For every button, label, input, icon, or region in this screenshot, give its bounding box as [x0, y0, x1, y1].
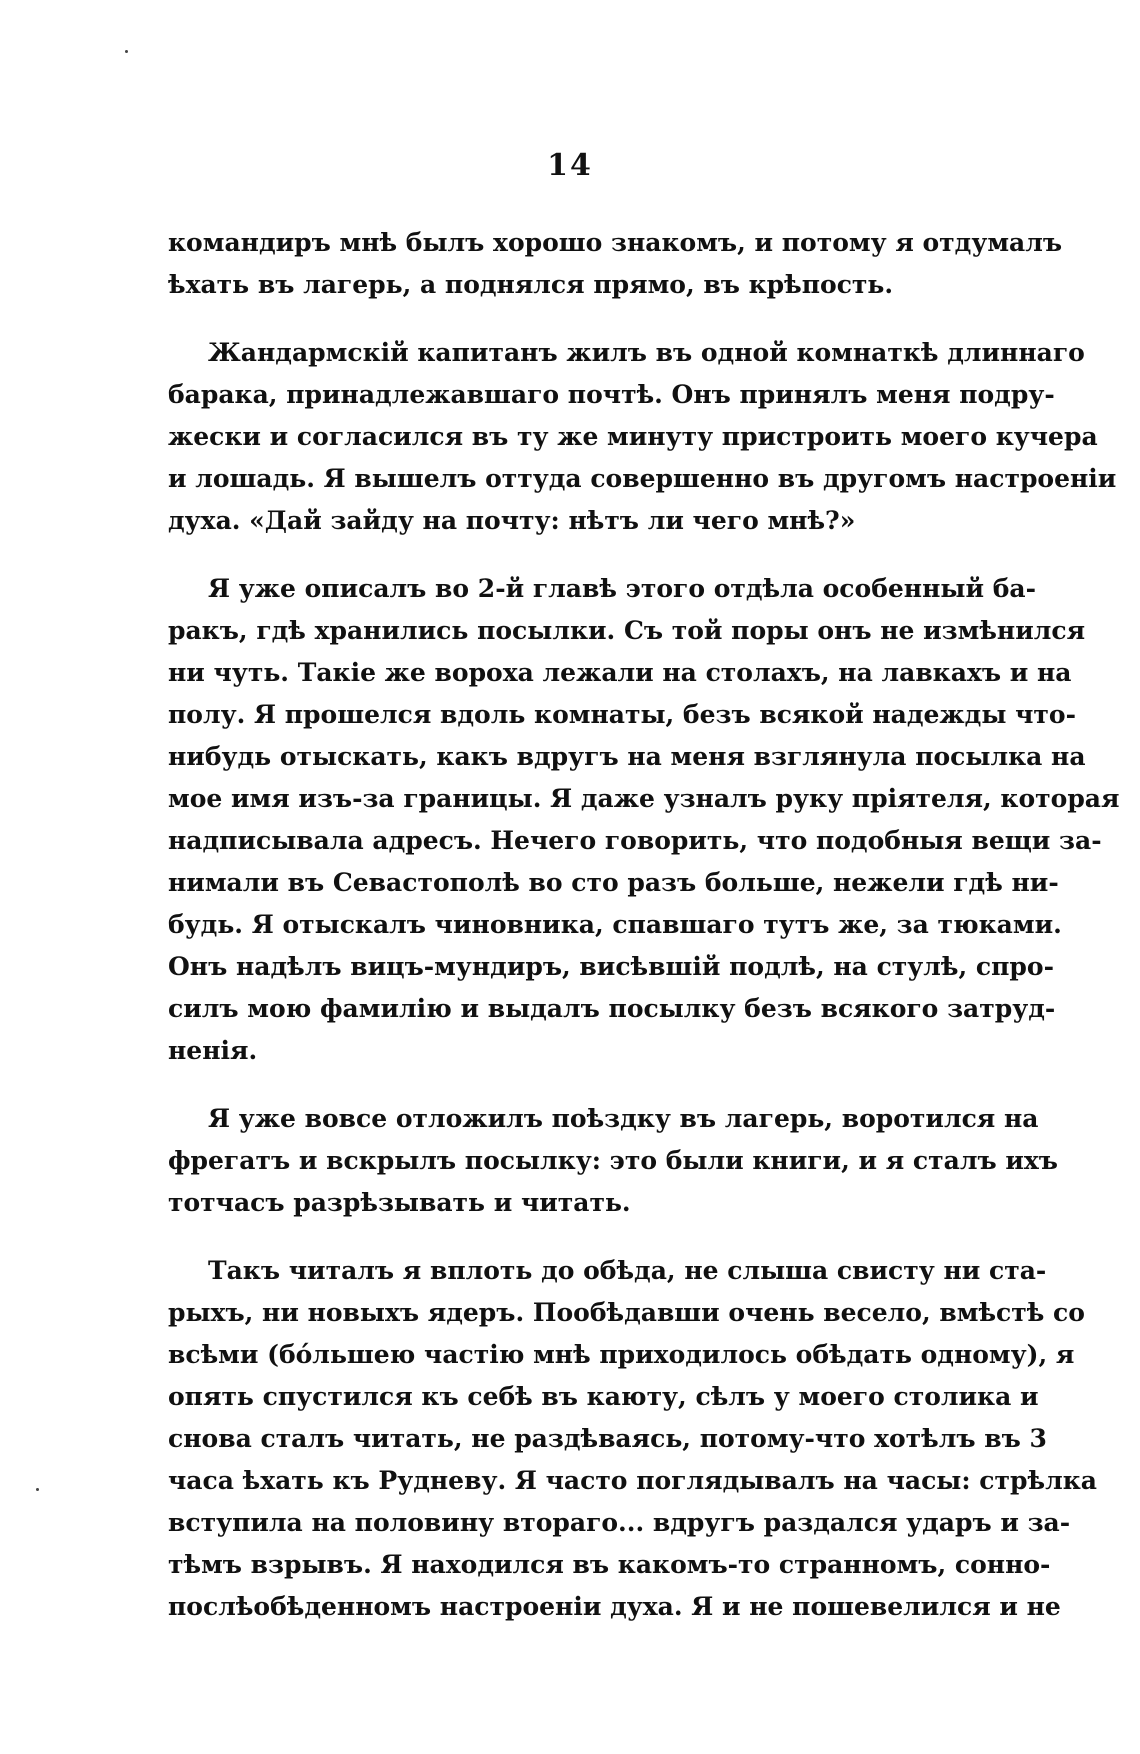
text-line: фрегатъ и вскрылъ посылку: это были книги, и я сталъ ихъ [168, 1146, 1058, 1175]
scan-speck [36, 1488, 39, 1491]
text-line: полу. Я прошелся вдоль комнаты, безъ всякой надежды что- [168, 700, 1076, 729]
text-line: Я уже вовсе отложилъ поѣздку въ лагерь, воротился на [208, 1104, 1039, 1133]
text-line: ненія. [168, 1036, 258, 1065]
text-line: жески и согласился въ ту же минуту пристроить моего кучера [168, 422, 1098, 451]
text-line: Такъ читалъ я вплоть до обѣда, не слыша свисту ни ста- [208, 1256, 1047, 1285]
text-line: барака, принадлежавшаго почтѣ. Онъ принялъ меня подру- [168, 380, 1055, 409]
text-line: часа ѣхать къ Рудневу. Я часто поглядывалъ на часы: стрѣлка [168, 1466, 1097, 1495]
text-line: ракъ, гдѣ хранились посылки. Съ той поры онъ не измѣнился [168, 616, 1086, 645]
text-line: духа. «Дай зайду на почту: нѣтъ ли чего мнѣ?» [168, 506, 856, 535]
body-text [168, 222, 1120, 1628]
text-line: надписывала адресъ. Нечего говорить, что подобныя вещи за- [168, 826, 1102, 855]
text-line: ѣхать въ лагерь, а поднялся прямо, въ крѣпость. [168, 270, 894, 299]
text-line: снова сталъ читать, не раздѣваясь, потому-что хотѣлъ въ 3 [168, 1424, 1047, 1453]
page-number: 14 [547, 148, 593, 183]
text-line: послѣобѣденномъ настроеніи духа. Я и не пошевелился и не [168, 1592, 1061, 1621]
scan-speck [125, 50, 128, 53]
text-line: тѣмъ взрывъ. Я находился въ какомъ-то странномъ, сонно- [168, 1550, 1051, 1579]
text-line: рыхъ, ни новыхъ ядеръ. Пообѣдавши очень весело, вмѣстѣ со [168, 1298, 1085, 1327]
text-line: всѣми (бо́льшею частію мнѣ приходилось обѣдать одному), я [168, 1340, 1075, 1369]
text-line: тотчасъ разрѣзывать и читать. [168, 1188, 631, 1217]
text-line: нибудь отыскать, какъ вдругъ на меня взглянула посылка на [168, 742, 1086, 771]
text-line: нимали въ Севастополѣ во сто разъ больше, нежели гдѣ ни- [168, 868, 1059, 897]
text-line: Я уже описалъ во 2-й главѣ этого отдѣла особенный ба- [208, 574, 1036, 603]
paragraph [168, 332, 1117, 542]
text-line: Жандармскій капитанъ жилъ въ одной комнаткѣ длиннаго [208, 338, 1085, 367]
text-line: вступила на половину втораго... вдругъ раздался ударъ и за- [168, 1508, 1071, 1537]
text-line: мое имя изъ-за границы. Я даже узналъ руку пріятеля, которая [168, 784, 1120, 813]
paragraph [168, 222, 1063, 306]
text-line: ни чуть. Такіе же вороха лежали на столахъ, на лавкахъ и на [168, 658, 1072, 687]
text-line: Онъ надѣлъ вицъ-мундиръ, висѣвшій подлѣ, на стулѣ, спро- [168, 952, 1054, 981]
text-line: будь. Я отыскалъ чиновника, спавшаго тутъ же, за тюками. [168, 910, 1062, 939]
text-line: силъ мою фамилію и выдалъ посылку безъ всякого затруд- [168, 994, 1056, 1023]
paragraph [168, 568, 1120, 1072]
text-line: и лошадь. Я вышелъ оттуда совершенно въ другомъ настроеніи [168, 464, 1117, 493]
paragraph [168, 1250, 1097, 1628]
paragraph [168, 1098, 1058, 1224]
text-line: опять спустился къ себѣ въ каюту, сѣлъ у моего столика и [168, 1382, 1039, 1411]
text-line: командиръ мнѣ былъ хорошо знакомъ, и потому я отдумалъ [168, 228, 1063, 257]
